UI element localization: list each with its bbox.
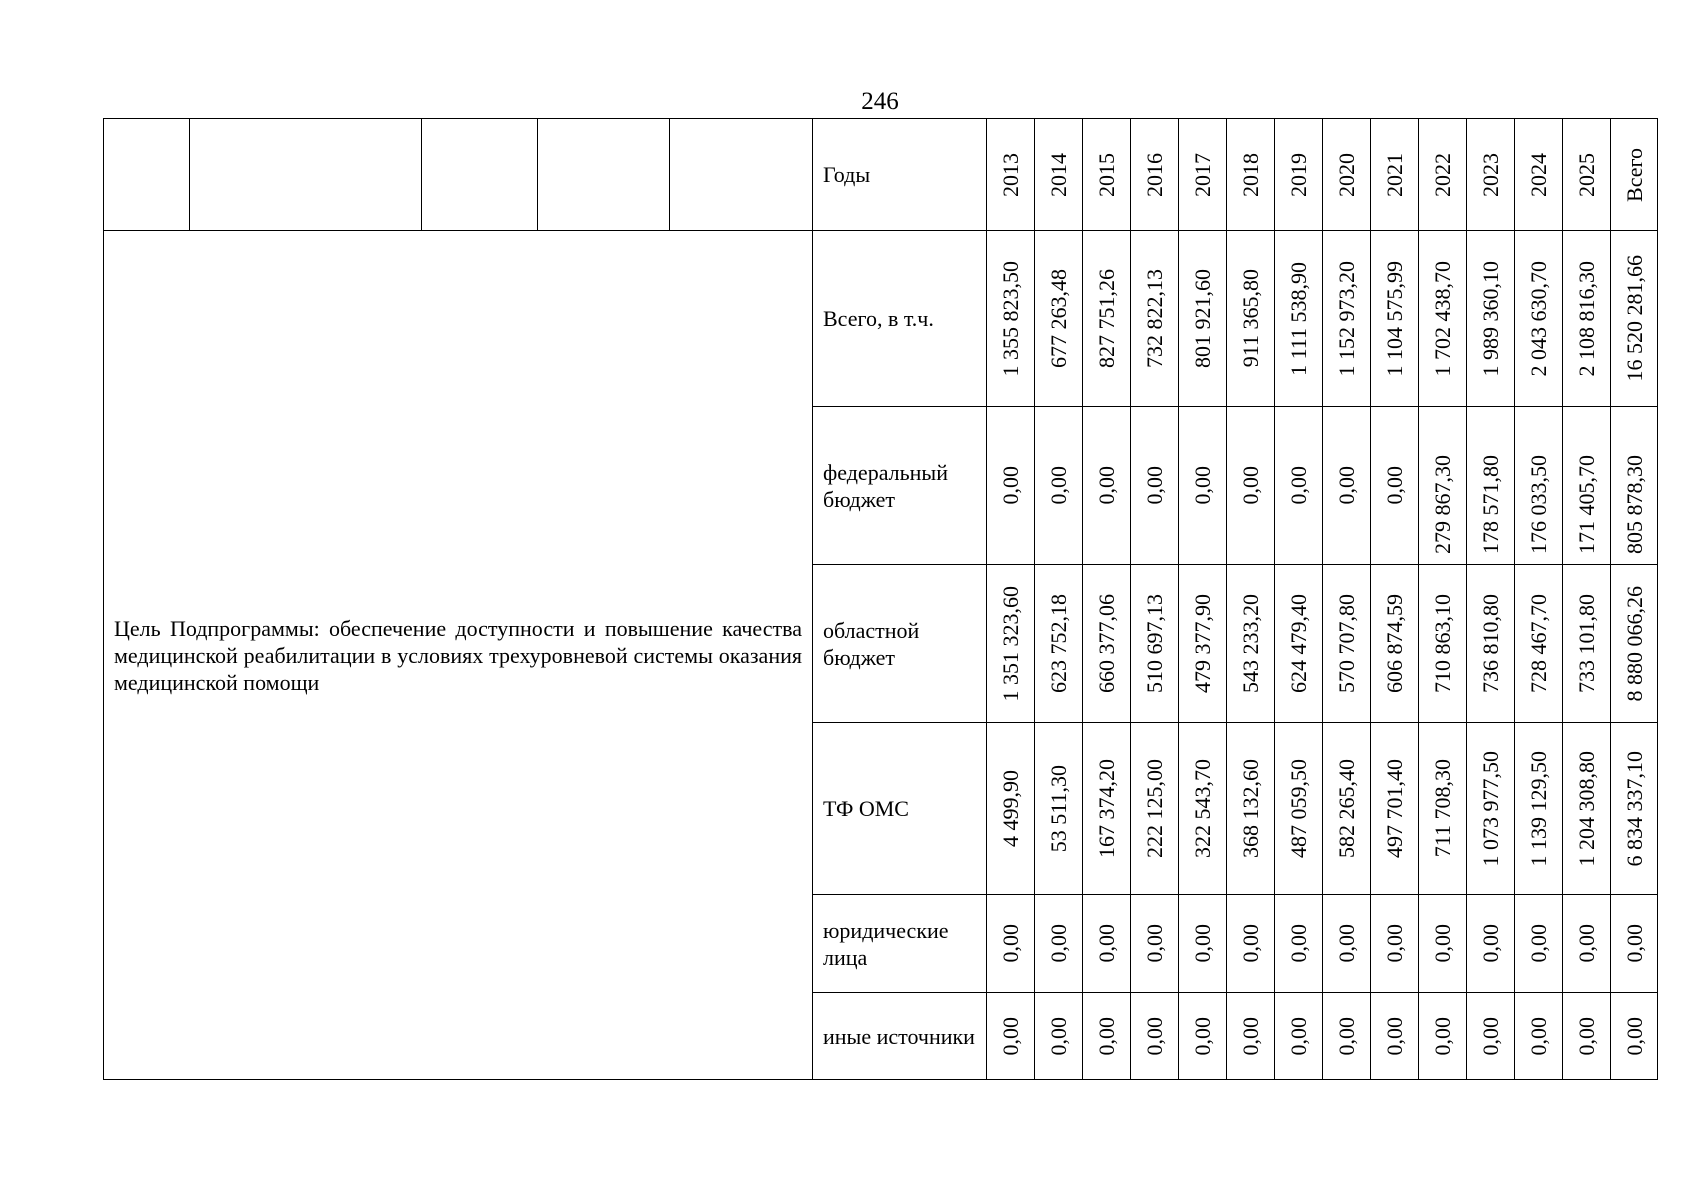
value-cell: 0,00 [1179, 993, 1227, 1080]
year-header: 2021 [1371, 119, 1419, 231]
value-cell: 1 204 308,80 [1563, 723, 1611, 895]
total-cell: 805 878,30 [1611, 407, 1658, 565]
value-cell: 911 365,80 [1227, 231, 1275, 407]
value-cell: 0,00 [1035, 407, 1083, 565]
value-cell: 1 139 129,50 [1515, 723, 1563, 895]
value-cell: 0,00 [1131, 407, 1179, 565]
value-cell: 606 874,59 [1371, 565, 1419, 723]
value-cell: 1 073 977,50 [1467, 723, 1515, 895]
year-header: 2020 [1323, 119, 1371, 231]
value-cell: 0,00 [1371, 407, 1419, 565]
source-label: федеральный бюджет [813, 407, 987, 565]
value-cell: 570 707,80 [1323, 565, 1371, 723]
year-header: 2025 [1563, 119, 1611, 231]
value-cell: 677 263,48 [1035, 231, 1083, 407]
value-cell: 487 059,50 [1275, 723, 1323, 895]
years-label: Годы [813, 119, 987, 231]
value-cell: 582 265,40 [1323, 723, 1371, 895]
empty-cell [190, 119, 422, 231]
total-cell: 0,00 [1611, 993, 1658, 1080]
value-cell: 0,00 [1131, 895, 1179, 993]
value-cell: 0,00 [1419, 895, 1467, 993]
total-cell: 16 520 281,66 [1611, 231, 1658, 407]
value-cell: 497 701,40 [1371, 723, 1419, 895]
value-cell: 0,00 [1563, 993, 1611, 1080]
header-row [104, 119, 1658, 231]
value-cell: 178 571,80 [1467, 407, 1515, 565]
value-cell: 543 233,20 [1227, 565, 1275, 723]
value-cell: 1 351 323,60 [987, 565, 1035, 723]
value-cell: 368 132,60 [1227, 723, 1275, 895]
year-header: 2015 [1083, 119, 1131, 231]
value-cell: 1 111 538,90 [1275, 231, 1323, 407]
value-cell: 827 751,26 [1083, 231, 1131, 407]
value-cell: 0,00 [1035, 895, 1083, 993]
value-cell: 167 374,20 [1083, 723, 1131, 895]
total-header: Всего [1611, 119, 1658, 231]
source-label: ТФ ОМС [813, 723, 987, 895]
source-label: Всего, в т.ч. [813, 231, 987, 407]
value-cell: 728 467,70 [1515, 565, 1563, 723]
value-cell: 0,00 [1179, 407, 1227, 565]
value-cell: 171 405,70 [1563, 407, 1611, 565]
value-cell: 0,00 [1371, 895, 1419, 993]
value-cell: 0,00 [1275, 895, 1323, 993]
source-label: областной бюджет [813, 565, 987, 723]
year-header: 2018 [1227, 119, 1275, 231]
empty-cell [104, 119, 190, 231]
subprogram-goal: Цель Подпрограммы: обеспечение доступности и повышение качества медицинской реабилитации в условиях трехуровневой системы оказания медицинской помощи [104, 231, 813, 1080]
empty-cell [538, 119, 670, 231]
value-cell: 176 033,50 [1515, 407, 1563, 565]
year-header: 2024 [1515, 119, 1563, 231]
year-header: 2017 [1179, 119, 1227, 231]
total-cell: 6 834 337,10 [1611, 723, 1658, 895]
value-cell: 0,00 [1227, 993, 1275, 1080]
value-cell: 0,00 [1083, 895, 1131, 993]
value-cell: 1 989 360,10 [1467, 231, 1515, 407]
value-cell: 2 043 630,70 [1515, 231, 1563, 407]
value-cell: 711 708,30 [1419, 723, 1467, 895]
total-cell: 8 880 066,26 [1611, 565, 1658, 723]
value-cell: 0,00 [987, 895, 1035, 993]
value-cell: 2 108 816,30 [1563, 231, 1611, 407]
value-cell: 0,00 [1131, 993, 1179, 1080]
value-cell: 510 697,13 [1131, 565, 1179, 723]
year-header: 2022 [1419, 119, 1467, 231]
value-cell: 0,00 [987, 407, 1035, 565]
value-cell: 0,00 [1227, 407, 1275, 565]
year-header: 2023 [1467, 119, 1515, 231]
year-header: 2019 [1275, 119, 1323, 231]
value-cell: 1 355 823,50 [987, 231, 1035, 407]
value-cell: 222 125,00 [1131, 723, 1179, 895]
year-header: 2014 [1035, 119, 1083, 231]
value-cell: 0,00 [1515, 895, 1563, 993]
empty-cell [670, 119, 813, 231]
page-number: 246 [861, 88, 899, 115]
value-cell: 0,00 [1179, 895, 1227, 993]
value-cell: 322 543,70 [1179, 723, 1227, 895]
value-cell: 0,00 [1275, 407, 1323, 565]
year-header: 2013 [987, 119, 1035, 231]
value-cell: 4 499,90 [987, 723, 1035, 895]
value-cell: 0,00 [1323, 993, 1371, 1080]
value-cell: 0,00 [1227, 895, 1275, 993]
empty-cell [422, 119, 538, 231]
value-cell: 732 822,13 [1131, 231, 1179, 407]
budget-table [103, 118, 1658, 1080]
value-cell: 624 479,40 [1275, 565, 1323, 723]
value-cell: 801 921,60 [1179, 231, 1227, 407]
value-cell: 0,00 [1467, 895, 1515, 993]
table-row [104, 231, 1658, 407]
value-cell: 0,00 [1515, 993, 1563, 1080]
value-cell: 1 152 973,20 [1323, 231, 1371, 407]
value-cell: 479 377,90 [1179, 565, 1227, 723]
value-cell: 0,00 [1083, 993, 1131, 1080]
value-cell: 0,00 [1467, 993, 1515, 1080]
year-header: 2016 [1131, 119, 1179, 231]
value-cell: 623 752,18 [1035, 565, 1083, 723]
value-cell: 660 377,06 [1083, 565, 1131, 723]
value-cell: 53 511,30 [1035, 723, 1083, 895]
source-label: юридические лица [813, 895, 987, 993]
value-cell: 0,00 [1563, 895, 1611, 993]
value-cell: 0,00 [1371, 993, 1419, 1080]
value-cell: 0,00 [1275, 993, 1323, 1080]
value-cell: 1 104 575,99 [1371, 231, 1419, 407]
value-cell: 0,00 [1323, 407, 1371, 565]
source-label: иные источники [813, 993, 987, 1080]
value-cell: 279 867,30 [1419, 407, 1467, 565]
value-cell: 710 863,10 [1419, 565, 1467, 723]
value-cell: 0,00 [1323, 895, 1371, 993]
value-cell: 0,00 [1083, 407, 1131, 565]
value-cell: 0,00 [1035, 993, 1083, 1080]
total-cell: 0,00 [1611, 895, 1658, 993]
value-cell: 736 810,80 [1467, 565, 1515, 723]
value-cell: 1 702 438,70 [1419, 231, 1467, 407]
value-cell: 0,00 [987, 993, 1035, 1080]
value-cell: 0,00 [1419, 993, 1467, 1080]
value-cell: 733 101,80 [1563, 565, 1611, 723]
